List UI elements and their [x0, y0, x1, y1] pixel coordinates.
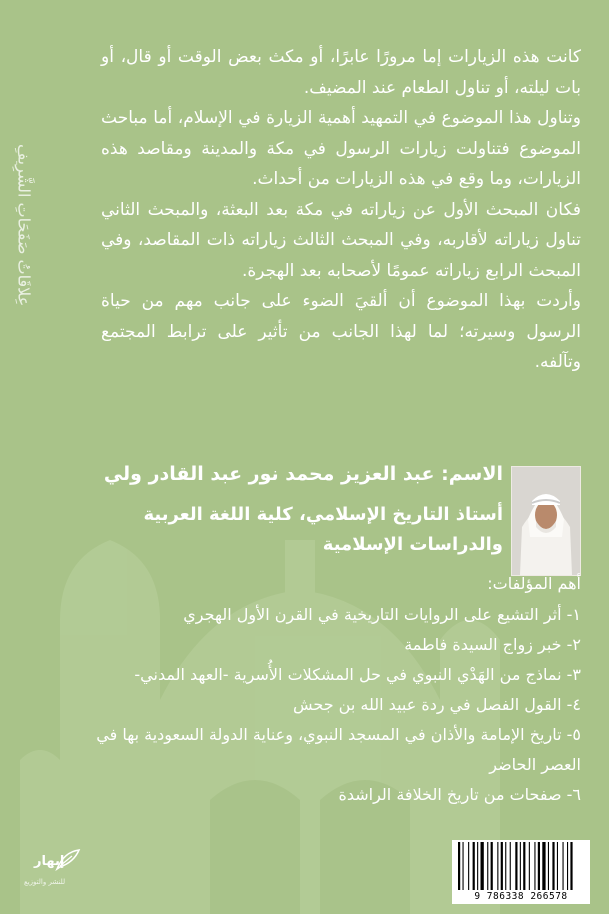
- spine-title: [4, 143, 44, 307]
- intro-paragraph: فكان المبحث الأول عن زياراته في مكة بعد البعثة، والمبحث الثاني تناول زياراته لأقاربه، وفي المبحث الثالث زياراته ذات المقاصد، وفي المبحث الرابع زياراته عمومًا لأصحابه بعد الهجرة.: [101, 199, 581, 281]
- publisher-name: إبهار: [34, 854, 65, 869]
- barcode-bar: [548, 842, 549, 890]
- author-photo: [511, 466, 581, 576]
- barcode-bar: [458, 842, 460, 890]
- barcode-bar: [534, 842, 535, 890]
- barcode-bar: [529, 842, 530, 890]
- intro-paragraph: وأردت بهذا الموضوع أن ألقيَ الضوء على جانب مهم من حياة الرسول وسيرته؛ لما لهذا الجانب من تأثير على ترابط المجتمع وتآلفه.: [101, 291, 581, 372]
- book-description: [101, 42, 581, 378]
- barcode-bar: [491, 842, 493, 890]
- barcode-bar: [523, 842, 525, 890]
- works-list-item: ٣- نماذج من الهَدْي النبوي في حل المشكلات الأُسرية -العهد المدني-: [134, 665, 581, 684]
- barcode-bar: [538, 842, 540, 890]
- barcode-bar: [487, 842, 488, 890]
- barcode-bar: [563, 842, 564, 890]
- barcode-bar: [477, 842, 478, 890]
- works-list: [81, 600, 581, 810]
- barcode-bar: [463, 842, 464, 890]
- barcode-bar: [552, 842, 554, 890]
- works-list-item: ٢- خبر زواج السيدة فاطمة: [404, 635, 581, 654]
- barcode-bar: [497, 842, 498, 890]
- intro-paragraph: وتناول هذا الموضوع في التمهيد أهمية الزيارة في الإسلام، أما مباحث الموضوع فتناولت زيارات الرسول في مكة والمدينة ومقاصد هذه الزيارات، وما وقع في هذه الزيارات من أحداث.: [101, 108, 581, 189]
- barcode-bar: [501, 842, 503, 890]
- barcode-bar: [570, 842, 572, 890]
- works-list-item: ٦- صفحات من تاريخ الخلافة الراشدة: [338, 785, 581, 804]
- barcode-bar: [468, 842, 469, 890]
- barcode-bar: [515, 842, 517, 890]
- barcode-bars: [452, 842, 590, 892]
- publisher-tagline: للنشر والتوزيع: [24, 878, 66, 886]
- barcode-bar: [505, 842, 506, 890]
- barcode-bar: [473, 842, 475, 890]
- author-name: الاسم: عبد العزيز محمد نور عبد القادر ولي: [103, 463, 503, 485]
- barcode-bar: [542, 842, 545, 890]
- barcode-bar: [481, 842, 484, 890]
- works-heading: أهم المؤلفات:: [487, 574, 581, 593]
- isbn-barcode: [452, 840, 590, 904]
- works-list-item: ٥- تاريخ الإمامة والأذان في المسجد النبوي، وعناية الدولة السعودية بها في العصر الحاضر: [96, 725, 581, 774]
- works-list-item: ٤- القول الفصل في ردة عبيد الله بن جحش: [292, 695, 581, 714]
- publisher-logo: [22, 848, 82, 900]
- barcode-bar: [567, 842, 568, 890]
- barcode-bar: [557, 842, 558, 890]
- barcode-number: 9 786338 266578: [474, 891, 568, 902]
- barcode-bar: [520, 842, 521, 890]
- spine-title-text: عِلاقَاتُ صَفَحَاتِ الشَّرِيفِ: [14, 143, 34, 307]
- works-list-item: ١- أثر التشيع على الروايات التاريخية في القرن الأول الهجري: [183, 605, 581, 624]
- author-title: أستاذ التاريخ الإسلامي، كلية اللغة العربية والدراسات الإسلامية: [143, 504, 503, 555]
- barcode-bar: [510, 842, 511, 890]
- intro-paragraph: كانت هذه الزيارات إما مرورًا عابرًا، أو مكث بعض الوقت أو قال، أو بات ليلته، أو تناول الطعام عند المضيف.: [101, 47, 581, 98]
